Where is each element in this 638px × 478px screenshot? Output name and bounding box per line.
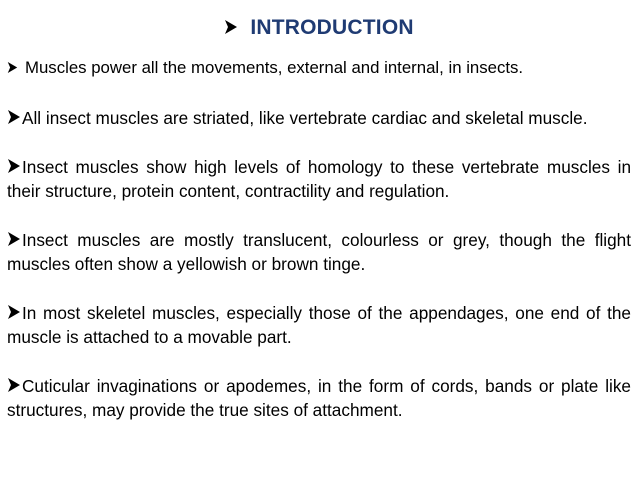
bullet-list — [7, 55, 631, 447]
bullet-text: In most skeletel muscles, especially those of the appendages, one end of the muscle is attached to a movable part. — [7, 303, 631, 347]
bullet-text: Insect muscles are mostly translucent, colourless or grey, though the flight muscles often show a yellowish or brown tinge. — [7, 230, 631, 274]
arrowhead-bullet-icon — [224, 16, 244, 39]
arrowhead-bullet-icon — [7, 155, 21, 179]
slide-title-text: INTRODUCTION — [250, 16, 414, 39]
bullet-item — [7, 228, 631, 276]
slide-title — [0, 16, 638, 40]
bullet-text: All insect muscles are striated, like vertebrate cardiac and skeletal muscle. — [22, 108, 588, 128]
arrowhead-bullet-icon — [7, 374, 21, 398]
bullet-item — [7, 301, 631, 349]
arrowhead-bullet-icon — [7, 57, 18, 81]
arrowhead-bullet-icon — [7, 301, 21, 325]
bullet-item — [7, 374, 631, 422]
arrowhead-bullet-icon — [7, 106, 21, 130]
bullet-text: Muscles power all the movements, external and internal, in insects. — [25, 58, 524, 77]
bullet-text: Cuticular invaginations or apodemes, in the form of cords, bands or plate like structures, may provide the true sites of attachment. — [7, 376, 631, 420]
bullet-text: Insect muscles show high levels of homology to these vertebrate muscles in their structure, protein content, contractility and regulation. — [7, 157, 631, 201]
bullet-item — [7, 155, 631, 203]
arrowhead-bullet-icon — [7, 228, 21, 252]
bullet-item — [7, 106, 631, 130]
bullet-item — [7, 55, 631, 81]
